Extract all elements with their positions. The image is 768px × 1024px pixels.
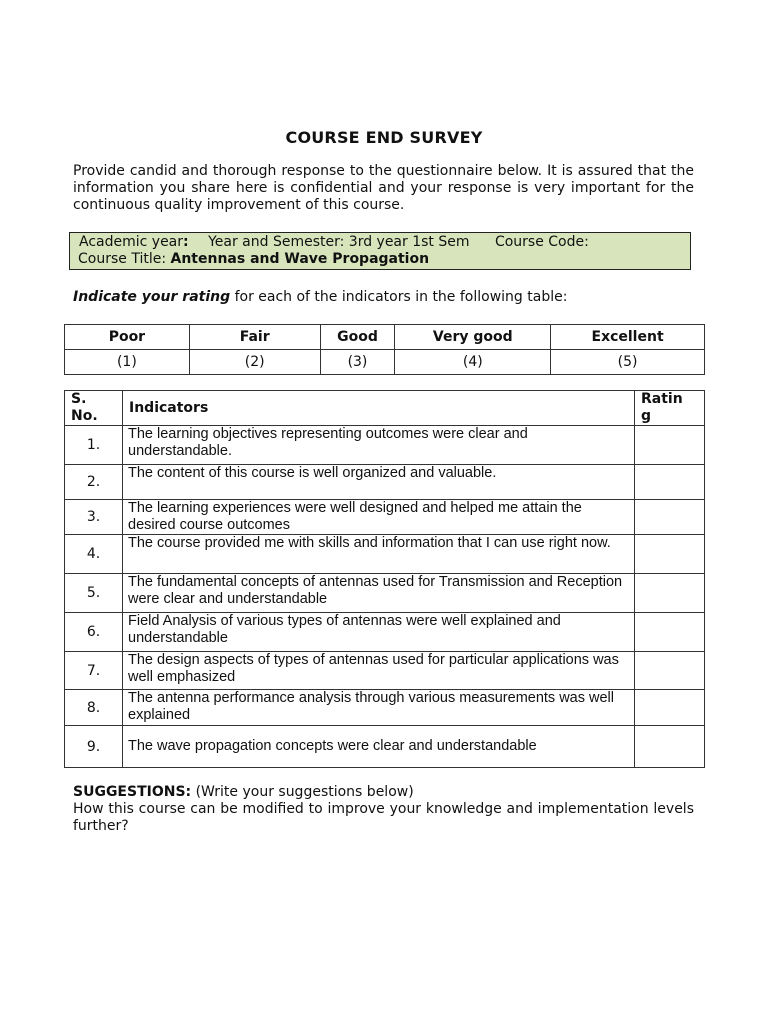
scale-label: Poor [65, 325, 190, 350]
indicator-text: The wave propagation concepts were clear and understandable [123, 726, 635, 768]
scale-value: (3) [320, 350, 395, 375]
page-title: COURSE END SURVEY [285, 128, 483, 147]
indicator-text: The learning objectives representing outcomes were clear and understandable. [123, 426, 635, 465]
table-row [65, 726, 705, 768]
suggestions-note: (Write your suggestions below) [191, 784, 414, 800]
course-title-row [78, 251, 690, 268]
indicator-text: Field Analysis of various types of antennas were well explained and understandable [123, 613, 635, 652]
row-number: 6. [65, 613, 123, 652]
table-row [65, 690, 705, 726]
survey-table [64, 390, 705, 768]
course-title-label: Course Title: [78, 251, 171, 267]
indicator-text: The antenna performance analysis through various measurements was well explained [123, 690, 635, 726]
row-number: 4. [65, 535, 123, 574]
scale-value: (5) [551, 350, 705, 375]
rating-scale-table [64, 324, 705, 375]
course-title-value: Antennas and Wave Propagation [170, 251, 430, 267]
table-row [65, 465, 705, 500]
suggestions-heading: SUGGESTIONS: [73, 784, 192, 800]
scale-value: (1) [65, 350, 190, 375]
row-number: 8. [65, 690, 123, 726]
rating-header: Ratin g [635, 391, 705, 426]
row-number: 9. [65, 726, 123, 768]
rating-cell[interactable] [635, 652, 705, 690]
academic-year-colon: : [183, 234, 189, 250]
row-number: 5. [65, 574, 123, 613]
rating-cell[interactable] [635, 465, 705, 500]
row-number: 7. [65, 652, 123, 690]
row-number: 3. [65, 500, 123, 535]
indicators-header: Indicators [123, 391, 635, 426]
scale-label: Fair [189, 325, 320, 350]
course-info-box [69, 232, 691, 270]
rating-instruction [73, 289, 567, 305]
indicator-text: The design aspects of types of antennas used for particular applications was well emphasized [123, 652, 635, 690]
sno-header: S. No. [65, 391, 123, 426]
indicator-text: The content of this course is well organized and valuable. [123, 465, 635, 500]
rating-cell[interactable] [635, 726, 705, 768]
year-semester-label: Year and Semester: 3rd year 1st Sem [208, 234, 470, 250]
table-row [65, 613, 705, 652]
course-code-label: Course Code: [494, 234, 589, 250]
table-row [65, 500, 705, 535]
row-number: 2. [65, 465, 123, 500]
rating-scale-values [65, 350, 705, 375]
indicator-text: The fundamental concepts of antennas used for Transmission and Reception were clear and understandable [123, 574, 635, 613]
table-row [65, 426, 705, 465]
scale-value: (2) [189, 350, 320, 375]
rating-instruction-emphasis: Indicate your rating [73, 289, 231, 305]
rating-cell[interactable] [635, 690, 705, 726]
rating-scale-labels [65, 325, 705, 350]
table-row [65, 652, 705, 690]
rating-cell[interactable] [635, 426, 705, 465]
survey-header-row [65, 391, 705, 426]
table-row [65, 535, 705, 574]
row-number: 1. [65, 426, 123, 465]
indicator-text: The learning experiences were well designed and helped me attain the desired course outcomes [123, 500, 635, 535]
scale-label: Very good [395, 325, 551, 350]
scale-value: (4) [395, 350, 551, 375]
suggestions-heading-line [73, 784, 694, 801]
rating-cell[interactable] [635, 574, 705, 613]
course-info-row [79, 234, 690, 251]
suggestions-section [73, 784, 694, 835]
rating-cell[interactable] [635, 535, 705, 574]
rating-instruction-text: for each of the indicators in the following table: [230, 289, 568, 305]
rating-cell[interactable] [635, 500, 705, 535]
suggestions-question: How this course can be modified to improve your knowledge and implementation levels further? [73, 801, 694, 834]
scale-label: Good [320, 325, 395, 350]
scale-label: Excellent [551, 325, 705, 350]
rating-cell[interactable] [635, 613, 705, 652]
table-row [65, 574, 705, 613]
intro-paragraph: Provide candid and thorough response to the questionnaire below. It is assured that the information you share here is confidential and your response is very important for the continuous quality improvement of this course. [73, 163, 694, 213]
academic-year-label: Academic year [79, 234, 184, 250]
indicator-text: The course provided me with skills and information that I can use right now. [123, 535, 635, 574]
